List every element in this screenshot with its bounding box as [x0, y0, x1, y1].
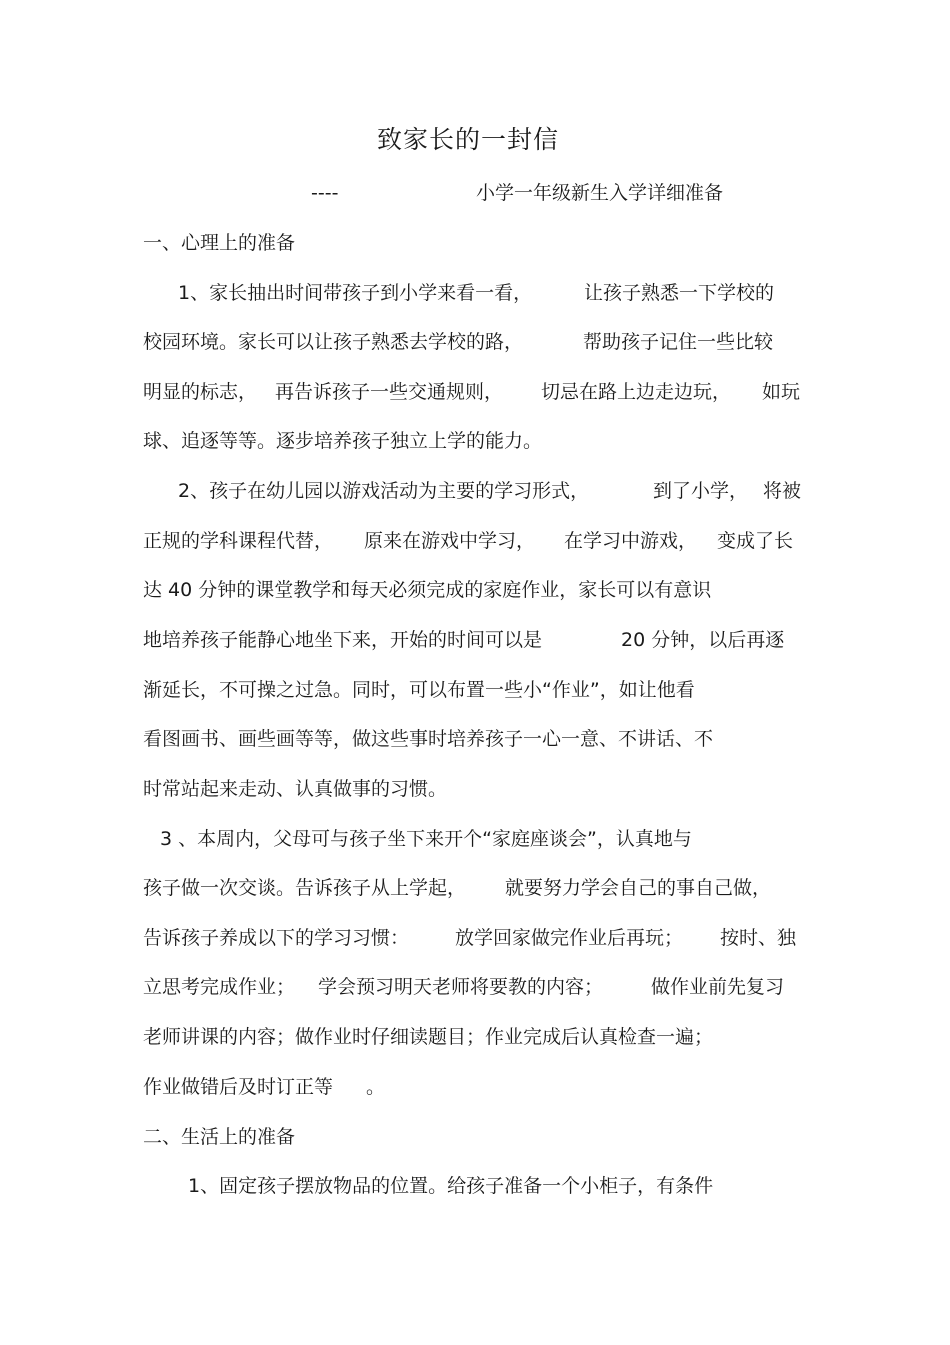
text-segment: 老师讲课的内容；做作业时仔细读题目；作业完成后认真检查一遍；	[143, 1026, 714, 1048]
text-segment: 学会预习明天老师将要教的内容；	[318, 976, 604, 998]
text-segment: 切忌在路上边走边玩，	[541, 381, 732, 403]
text-segment: 原来在游戏中学习，	[364, 530, 536, 552]
text-segment: 一、心理上的准备	[143, 232, 296, 254]
text-segment: 20 分钟，以后再逐	[621, 629, 785, 651]
text-line	[0, 474, 950, 508]
text-segment: 正规的学科课程代替，	[143, 530, 334, 552]
text-segment: 。	[366, 1076, 386, 1098]
text-segment: 2、孩子在幼儿园以游戏活动为主要的学习形式，	[178, 480, 590, 502]
text-segment: 做作业前先复习	[651, 976, 785, 998]
text-line	[0, 375, 950, 409]
text-segment: 再告诉孩子一些交通规则，	[275, 381, 504, 403]
text-segment: 校园环境。家长可以让孩子熟悉去学校的路，	[143, 331, 524, 353]
text-line	[0, 970, 950, 1004]
text-segment: 3 、本周内，父母可与孩子坐下来开个“家庭座谈会”，认真地与	[160, 828, 692, 850]
text-segment: 到了小学，	[653, 480, 749, 502]
text-segment: 立思考完成作业；	[143, 976, 296, 998]
text-line	[0, 573, 950, 607]
text-segment: 告诉孩子养成以下的学习习惯：	[143, 927, 410, 949]
text-line	[0, 772, 950, 806]
text-segment: 按时、独	[720, 927, 797, 949]
text-line	[0, 226, 950, 260]
text-segment: 地培养孩子能静心地坐下来，开始的时间可以是	[143, 629, 543, 651]
text-line	[0, 276, 950, 310]
text-segment: 时常站起来走动、认真做事的习惯。	[143, 778, 448, 800]
text-line	[0, 325, 950, 359]
text-line	[0, 623, 950, 657]
text-line	[0, 424, 950, 458]
text-segment: 明显的标志，	[143, 381, 258, 403]
subtitle-dash: ----	[311, 182, 339, 204]
text-segment: 球、追逐等等。逐步培养孩子独立上学的能力。	[143, 430, 543, 452]
document-subtitle	[0, 176, 950, 210]
text-line	[0, 1020, 950, 1054]
text-segment: 放学回家做完作业后再玩；	[455, 927, 684, 949]
text-segment: 1、家长抽出时间带孩子到小学来看一看，	[178, 282, 533, 304]
text-segment: 渐延长，不可操之过急。同时，可以布置一些小“作业”，如让他看	[143, 679, 695, 701]
text-segment: 作业做错后及时订正等	[143, 1076, 334, 1098]
subtitle-text: 小学一年级新生入学详细准备	[476, 182, 724, 204]
document-title: 致家长的一封信	[376, 125, 559, 154]
text-segment: 达 40 分钟的课堂教学和每天必须完成的家庭作业，家长可以有意识	[143, 579, 712, 601]
text-segment: 看图画书、画些画等等，做这些事时培养孩子一心一意、不讲话、不	[143, 728, 714, 750]
text-segment: 如玩	[762, 381, 801, 403]
text-segment: 变成了长	[717, 530, 794, 552]
text-segment: 帮助孩子记住一些比较	[583, 331, 774, 353]
text-segment: 将被	[763, 480, 802, 502]
text-line	[0, 1169, 950, 1203]
text-segment: 1、固定孩子摆放物品的位置。给孩子准备一个小柜子，有条件	[188, 1175, 714, 1197]
text-line	[0, 673, 950, 707]
text-line	[0, 722, 950, 756]
text-line	[0, 921, 950, 955]
text-line	[0, 871, 950, 905]
text-line	[0, 1070, 950, 1104]
text-segment: 在学习中游戏，	[564, 530, 698, 552]
text-segment: 让孩子熟悉一下学校的	[584, 282, 775, 304]
text-segment: 孩子做一次交谈。告诉孩子从上学起，	[143, 877, 467, 899]
text-segment: 就要努力学会自己的事自己做，	[505, 877, 772, 899]
text-line	[0, 1120, 950, 1154]
text-line	[0, 822, 950, 856]
text-segment: 二、生活上的准备	[143, 1126, 296, 1148]
text-line	[0, 524, 950, 558]
